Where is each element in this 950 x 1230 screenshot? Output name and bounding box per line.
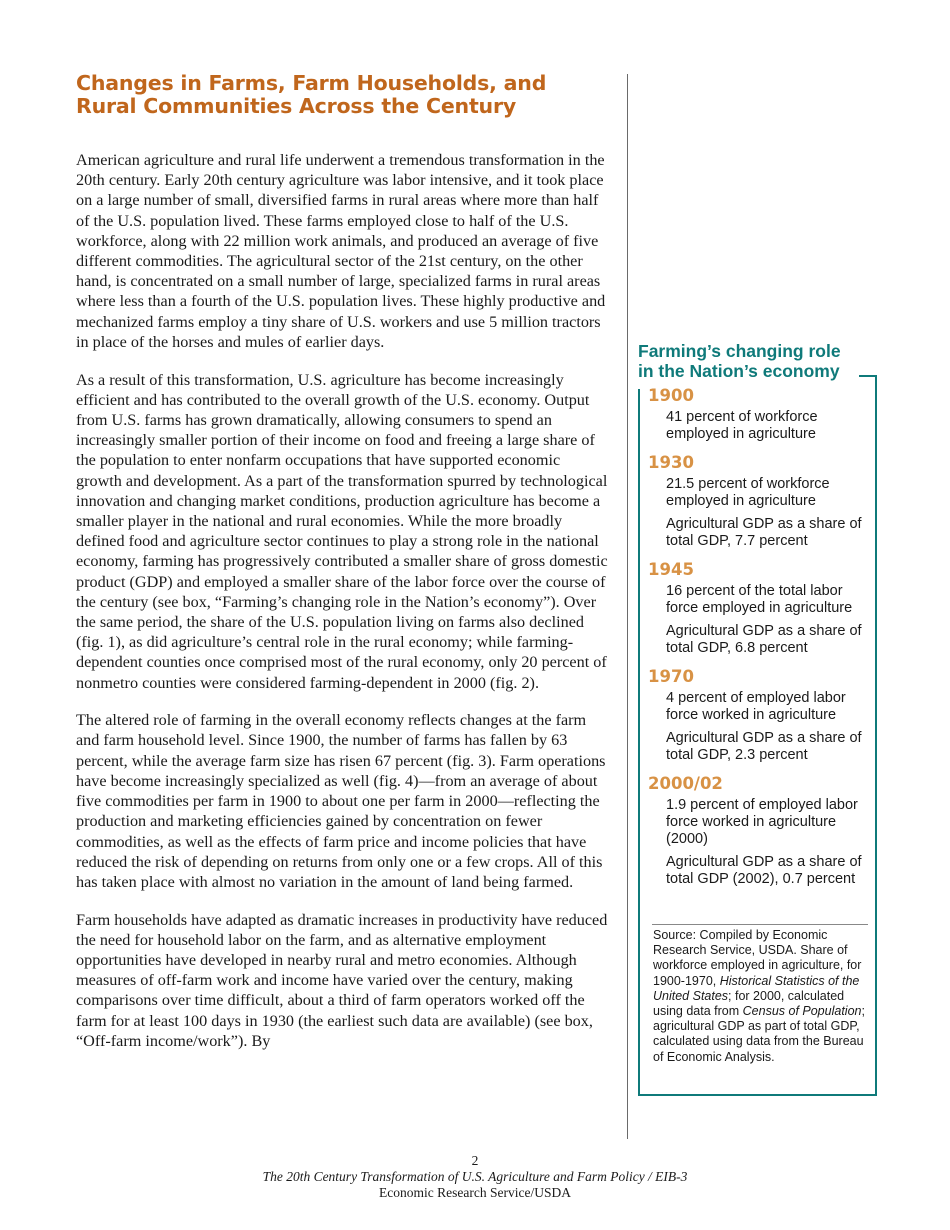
- sidebar-box: [648, 386, 870, 898]
- page-number: 2: [471, 1153, 479, 1168]
- timeline-fact: 21.5 percent of workforce employed in agriculture: [666, 476, 830, 509]
- publication-title: The 20th Century Transformation of U.S. Agriculture and Farm Policy / EIB-3: [262, 1169, 688, 1184]
- timeline-fact: 4 percent of employed labor force worked in agriculture: [666, 690, 846, 723]
- timeline-year: 1930: [648, 453, 694, 472]
- source-note: [653, 928, 867, 1065]
- title-line-2: Rural Communities Across the Century: [76, 94, 517, 118]
- source-rule: [652, 924, 868, 925]
- timeline-year: 1970: [648, 667, 694, 686]
- sidebar-border-right: [875, 375, 877, 1096]
- timeline-year: 1945: [648, 560, 694, 579]
- sidebar-title-line-1: Farming’s changing role: [638, 341, 841, 361]
- source-text: ; agricultural GDP as part of total GDP, calculated using data from the Bureau of Economic Analysis.: [653, 1004, 865, 1064]
- source-text: ; for 2000, calculated using data from: [653, 988, 845, 1019]
- source-citation: Historical Statistics of the United States: [653, 973, 860, 1003]
- agency-name: Economic Research Service/USDA: [379, 1185, 571, 1200]
- timeline-year: 1900: [648, 386, 694, 405]
- sidebar-border-left: [638, 389, 640, 1096]
- timeline-group-2000: [648, 774, 870, 888]
- body-paragraph: As a result of this transformation, U.S. agriculture has become increasingly efficient and has contributed to the overall growth of the U.S. economy. Output from U.S. farms has grown dramatically, allowing consumers to spend an increasingly smaller portion of their income on food and freeing a large share of the population to enter nonfarm occupations that have supported economic growth and development. As a part of the transformation spurred by technological innovation and changing market conditions, production agriculture has become a smaller player in the national and rural economies. While the more broadly defined food and agriculture sector continues to play a strong role in the national economy, farming has progressively contributed a smaller share of gross domestic product (GDP) and employed a smaller share of the labor force over the course of the century (see box, “Farming’s changing role in the Nation’s economy”). Over the same period, the share of the U.S. population living on farms also declined (fig. 1), as did agriculture’s central role in the rural economy; while farming-dependent counties once comprised most of the rural economy, only 20 percent of nonmetro counties were considered farming-dependent in 2000 (fig. 2).: [76, 370, 608, 692]
- timeline-fact: Agricultural GDP as a share of total GDP (2002), 0.7 percent: [666, 854, 862, 887]
- sidebar-title-line-2: in the Nation’s economy: [638, 361, 840, 381]
- body-text: [76, 150, 608, 1069]
- sidebar-border-bottom: [638, 1094, 877, 1096]
- timeline-year: 2000/02: [648, 774, 723, 793]
- page-footer: [0, 1153, 950, 1201]
- page-title: [76, 72, 616, 118]
- timeline-group-1900: [648, 386, 870, 443]
- body-paragraph: The altered role of farming in the overall economy reflects changes at the farm and farm household level. Since 1900, the number of farms has fallen by 63 percent, while the average farm size has risen 67 percent (fig. 3). Farm operations have become increasingly specialized as well (fig. 4)—from an average of about five commodities per farm in 1900 to about one per farm in 2000—reflecting the production and marketing efficiencies gained by concentration on fewer commodities, as well as the effects of farm price and income policies that have reduced the risk of depending on returns from only one or a few crops. All of this has taken place with almost no variation in the amount of land being farmed.: [76, 711, 606, 891]
- source-citation: Census of Population: [742, 1004, 862, 1019]
- title-line-1: Changes in Farms, Farm Households, and: [76, 71, 547, 95]
- body-paragraph: Farm households have adapted as dramatic increases in productivity have reduced the need for household labor on the farm, and as alternative employment opportunities have developed in nearby rural and metro economies. Although measures of off-farm work and income have varied over the century, making comparisons over time difficult, about a third of farm operators worked off the farm for at least 100 days in 1930 (the earliest such data are available) (see box, “Off-farm income/work”). By: [76, 910, 608, 1050]
- timeline-fact: Agricultural GDP as a share of total GDP, 7.7 percent: [666, 516, 862, 549]
- body-paragraph: American agriculture and rural life underwent a tremendous transformation in the 20th century. Early 20th century agriculture was labor intensive, and it took place on a large number of small, diversified farms in rural areas where more than half of the U.S. population lived. These farms employed close to half of the U.S. workforce, along with 22 million work animals, and produced an average of five different commodities. The agricultural sector of the 21st century, on the other hand, is concentrated on a small number of large, specialized farms in rural areas where less than a fourth of the U.S. population lives. These highly productive and mechanized farms employ a tiny share of U.S. workers and use 5 million tractors in place of the horses and mules of earlier days.: [76, 151, 606, 351]
- timeline-fact: Agricultural GDP as a share of total GDP, 6.8 percent: [666, 623, 862, 656]
- timeline-fact: Agricultural GDP as a share of total GDP, 2.3 percent: [666, 730, 862, 763]
- source-text: Source: Compiled by Economic Research Service, USDA. Share of workforce employed in agriculture, for 1900-1970,: [653, 928, 862, 988]
- timeline-fact: 41 percent of workforce employed in agriculture: [666, 409, 818, 442]
- timeline-fact: 1.9 percent of employed labor force worked in agriculture (2000): [666, 797, 858, 847]
- timeline-group-1930: [648, 453, 870, 550]
- timeline-group-1970: [648, 667, 870, 764]
- timeline-group-1945: [648, 560, 870, 657]
- sidebar-title: [638, 341, 878, 381]
- timeline-fact: 16 percent of the total labor force employed in agriculture: [666, 583, 853, 616]
- column-divider: [627, 74, 628, 1139]
